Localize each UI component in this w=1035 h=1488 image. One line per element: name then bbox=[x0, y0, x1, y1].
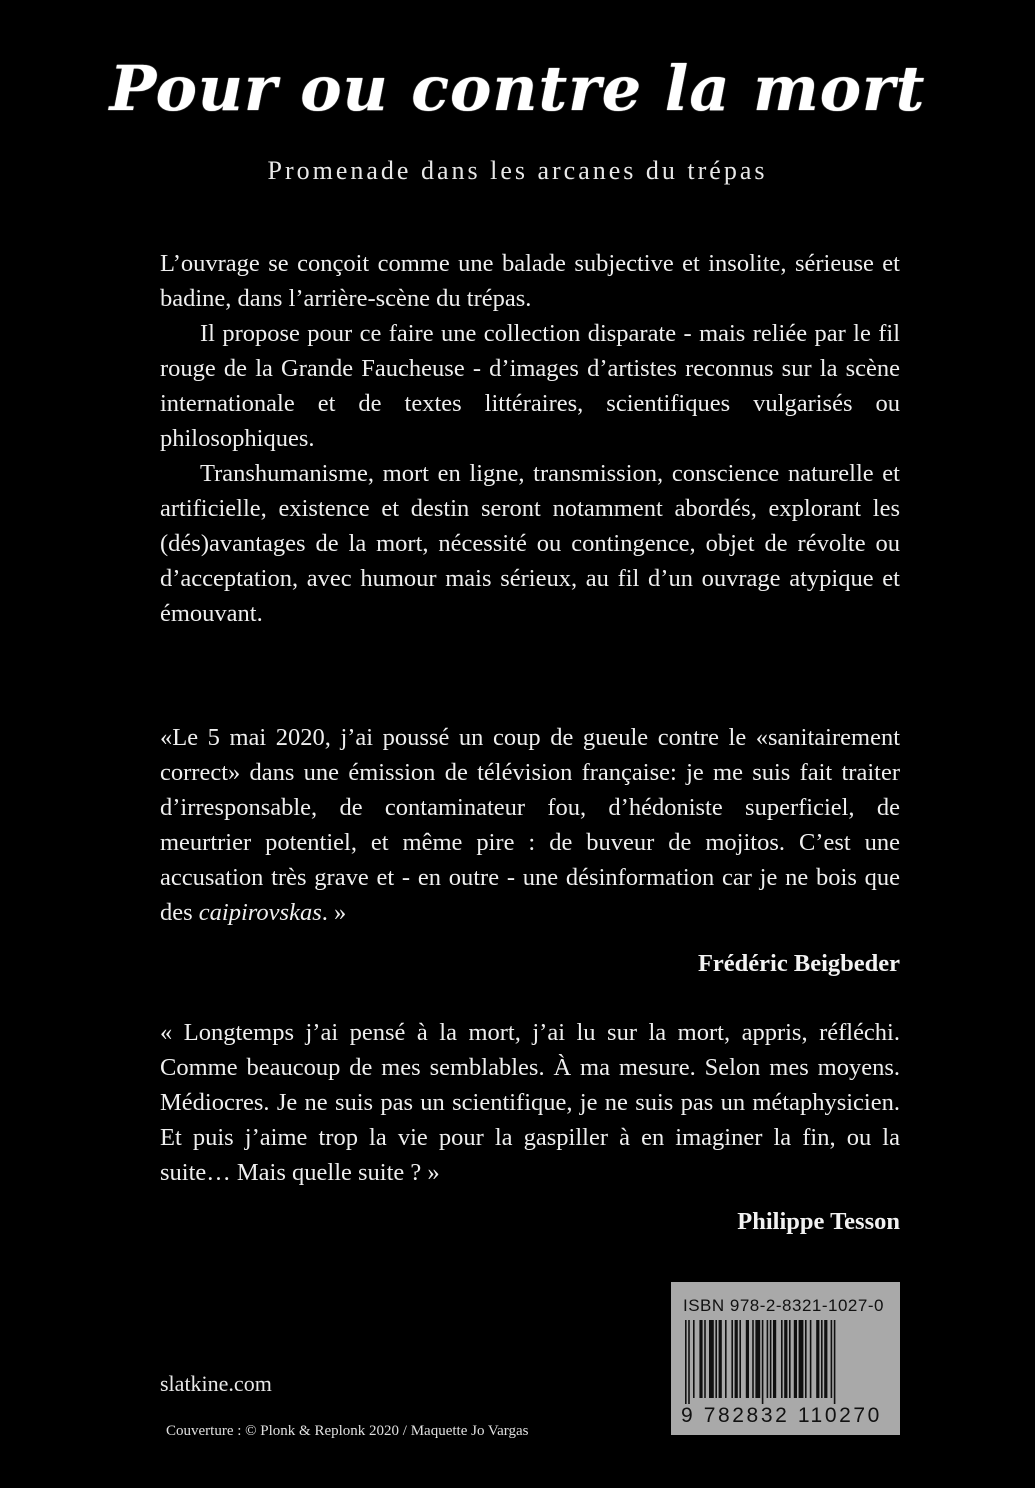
barcode-bar bbox=[794, 1320, 797, 1398]
quote-beigbeder-text bbox=[160, 720, 900, 930]
barcode-bar bbox=[693, 1320, 695, 1398]
quote-tesson-text: « Longtemps j’ai pensé à la mort, j’ai lu sur la mort, appris, réfléchi. Comme beaucoup de mes semblables. À ma mesure. Selon mes moyens. Médiocres. Je ne suis pas un scientifique, je ne suis pas un métaphysicien. Et puis j’aime trop la vie pour la gaspiller à en imaginer la fin, ou la suite… Mais quelle suite ? » bbox=[160, 1019, 900, 1186]
isbn-barcode-box bbox=[671, 1282, 900, 1435]
barcode-bar bbox=[725, 1320, 727, 1398]
book-subtitle: Promenade dans les arcanes du trépas bbox=[267, 156, 768, 185]
barcode-bar bbox=[685, 1320, 687, 1404]
intro-paragraph: Il propose pour ce faire une collection disparate - mais reliée par le fil rouge de la Grande Faucheuse - d’images d’artistes reconnus sur la scène internationale et de textes littéraires, scientifiques vulgarisés ou philosophiques. bbox=[160, 320, 900, 452]
quote-italic-word: caipirovskas bbox=[198, 899, 322, 926]
barcode-bar bbox=[821, 1320, 823, 1398]
isbn-digits: 9 782832 110270 bbox=[681, 1404, 882, 1427]
barcode-bar bbox=[746, 1320, 749, 1398]
barcode-icon bbox=[683, 1320, 888, 1404]
barcode-bar bbox=[739, 1320, 741, 1398]
barcode-bar bbox=[704, 1320, 706, 1398]
barcode-bar bbox=[767, 1320, 769, 1398]
barcode-bar bbox=[834, 1320, 836, 1404]
barcode-bar bbox=[719, 1320, 722, 1398]
barcode-bar bbox=[816, 1320, 819, 1398]
book-title: Pour ou contre la mort bbox=[109, 52, 926, 125]
barcode-bar bbox=[831, 1320, 833, 1398]
quote-text-part: «Le 5 mai 2020, j’ai poussé un coup de gueule contre le «sanitairement correct» dans une émission de télévision française: je me suis fait traiter d’irresponsable, de contaminateur fou, d’hédoniste superficiel, de meurtrier potentiel, et même pire : de buveur de mojitos. C’est une accusation très grave et - en outre - une désinformation car je ne bois que des bbox=[160, 724, 900, 926]
barcode-bar bbox=[762, 1320, 764, 1404]
barcode-bar bbox=[709, 1320, 714, 1398]
barcode-bar bbox=[781, 1320, 783, 1398]
barcode-bar bbox=[699, 1320, 702, 1398]
isbn-label: ISBN 978-2-8321-1027-0 bbox=[683, 1296, 884, 1315]
quote-text-part: . » bbox=[321, 899, 347, 926]
intro-text bbox=[160, 246, 900, 631]
barcode-bar bbox=[789, 1320, 791, 1398]
quote-beigbeder bbox=[160, 720, 900, 930]
barcode-bar bbox=[770, 1320, 772, 1398]
barcode-bar bbox=[824, 1320, 827, 1398]
barcode-bar bbox=[715, 1320, 717, 1398]
publisher-website: slatkine.com bbox=[160, 1371, 272, 1396]
barcode-bar bbox=[755, 1320, 760, 1398]
barcode-bar bbox=[735, 1320, 738, 1398]
intro-paragraph: Transhumanisme, mort en ligne, transmission, conscience naturelle et artificielle, existence et destin seront notamment abordés, explorant les (dés)avantages de la mort, nécessité ou contingence, objet de révolte ou d’acceptation, avec humour mais sérieux, au fil d’un ouvrage atypique et émouvant. bbox=[160, 460, 900, 627]
barcode-bar bbox=[773, 1320, 776, 1398]
barcode-bar bbox=[810, 1320, 812, 1398]
quote-author-tesson: Philippe Tesson bbox=[737, 1208, 900, 1235]
barcode-bar bbox=[731, 1320, 733, 1398]
quote-tesson bbox=[160, 1015, 900, 1190]
barcode-bar bbox=[805, 1320, 807, 1398]
barcode-bar bbox=[799, 1320, 804, 1398]
cover-credits: Couverture : © Plonk & Replonk 2020 / Maquette Jo Vargas bbox=[166, 1423, 529, 1439]
barcode-bar bbox=[688, 1320, 690, 1404]
intro-paragraph: L’ouvrage se conçoit comme une balade subjective et insolite, sérieuse et badine, dans l’arrière-scène du trépas. bbox=[160, 250, 900, 312]
barcode-bar bbox=[752, 1320, 754, 1398]
quote-author-beigbeder: Frédéric Beigbeder bbox=[697, 950, 900, 977]
barcode-bar bbox=[784, 1320, 787, 1398]
